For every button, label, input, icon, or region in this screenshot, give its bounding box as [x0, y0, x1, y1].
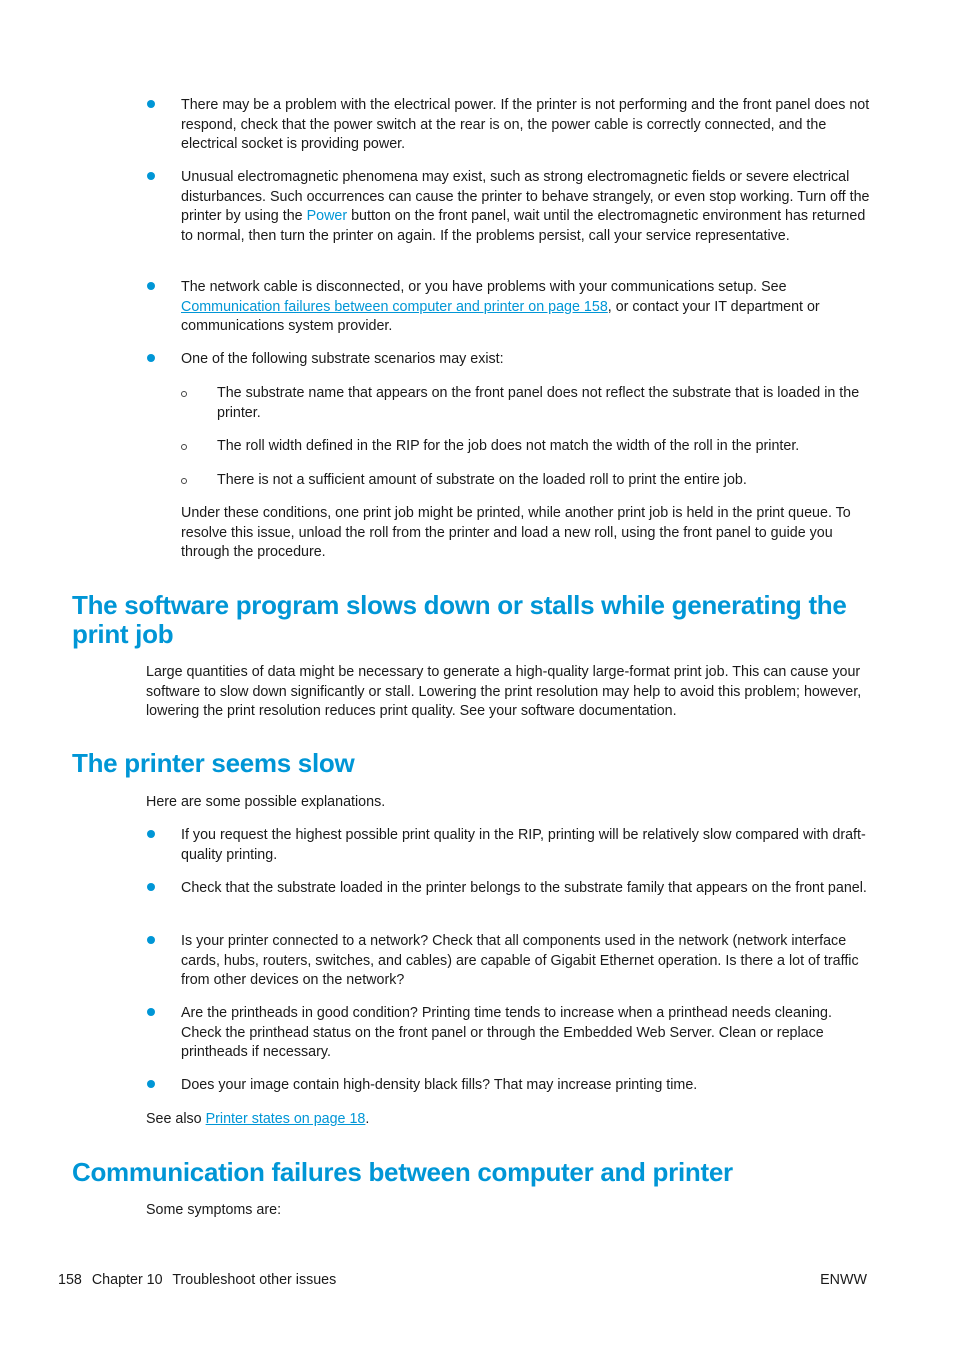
list-item-text: There may be a problem with the electrical power. If the printer is not performing and the front panel does not respond, check that the power switch at the rear is on, the power cable is correctly connected, and the electrical socket is providing power. — [181, 97, 870, 152]
printer-states-link[interactable]: Printer states on page 18 — [205, 1111, 366, 1127]
chapter-label: Chapter 10 — [91, 1272, 163, 1288]
bullet-marker — [147, 936, 155, 944]
conditions-paragraph: Under these conditions, one print job might be printed, while another print job is held in the print queue. To resolve this issue, unload the roll from the printer and load a new roll, using the front panel to guide you through the procedure. — [181, 505, 851, 560]
sub-bullet-marker — [181, 444, 187, 450]
sub-list-item: There is not a sufficient amount of substrate on the loaded roll to print the entire job. — [217, 472, 747, 488]
page-footer-left — [58, 1271, 342, 1290]
list-item — [181, 350, 871, 370]
section-heading-software: The software program slows down or stalls while generating the print job — [72, 590, 847, 649]
chapter-title: Troubleshoot other issues — [172, 1272, 337, 1288]
bullet-marker — [147, 100, 155, 108]
bullet-marker — [147, 354, 155, 362]
list-item: Does your image contain high-density black fills? That may increase printing time. — [181, 1077, 698, 1093]
list-item — [181, 96, 871, 155]
sub-bullet-marker — [181, 391, 187, 397]
see-also — [146, 1110, 871, 1130]
list-item-text: Unusual electromagnetic phenomena may exist, such as strong electromagnetic fields or severe electrical disturbances. Such occurrences can cause the printer to behave strangely, or even stop working. Turn off the printer by using the — [181, 169, 870, 224]
list-item-text: button on the front panel, wait until the electromagnetic environment has returned to normal, then turn the printer on again. If the problems persist, call your service representative. — [181, 208, 866, 244]
page-footer-right: ENWW — [820, 1272, 867, 1288]
bullet-marker — [147, 830, 155, 838]
bullet-marker — [147, 282, 155, 290]
list-item — [181, 278, 871, 337]
bullet-marker — [147, 883, 155, 891]
see-also-period: . — [365, 1111, 370, 1127]
list-item: Is your printer connected to a network? Check that all components used in the network (network interface cards, hubs, routers, switches, and cables) are capable of Gigabit Ethernet operation. Is there a lot of traffic from other devices on the network? — [181, 933, 859, 988]
bullet-marker — [147, 172, 155, 180]
sub-list-item: The substrate name that appears on the front panel does not reflect the substrate that is loaded in the printer. — [217, 385, 860, 421]
power-button-keyword: Power — [306, 208, 348, 224]
bullet-marker — [147, 1080, 155, 1088]
list-item-text: One of the following substrate scenarios may exist: — [181, 351, 504, 367]
list-item: If you request the highest possible print quality in the RIP, printing will be relatively slow compared with draft-quality printing. — [181, 827, 866, 863]
see-also-text: See also — [146, 1111, 206, 1127]
section-communication-intro: Some symptoms are: — [146, 1202, 282, 1218]
list-item-text: The network cable is disconnected, or you have problems with your communications setup. See — [181, 279, 787, 295]
list-item-text: , or contact your IT department or communications system provider. — [181, 298, 820, 334]
section-slow-intro: Here are some possible explanations. — [146, 794, 386, 810]
section-heading-communication: Communication failures between computer and printer — [72, 1157, 733, 1187]
list-item: Check that the substrate loaded in the printer belongs to the substrate family that appears on the front panel. — [181, 880, 867, 896]
section-heading-slow: The printer seems slow — [72, 748, 355, 778]
section-software-body: Large quantities of data might be necessary to generate a high-quality large-format print job. This can cause your software to slow down significantly or stall. Lowering the print resolution may help to avoid this problem; however, lowering the print resolution reduces print quality. See your software documentation. — [146, 664, 862, 719]
list-item: Are the printheads in good condition? Printing time tends to increase when a printhead needs cleaning. Check the printhead status on the front panel or through the Embedded Web Server. Clean or replace printheads if necessary. — [181, 1005, 832, 1060]
communication-failures-link[interactable]: Communication failures between computer and printer on page 158 — [181, 298, 608, 315]
list-item — [181, 168, 871, 246]
page-number: 158 — [58, 1272, 82, 1288]
sub-list-item: The roll width defined in the RIP for the job does not match the width of the roll in the printer. — [217, 438, 800, 454]
sub-bullet-marker — [181, 478, 187, 484]
bullet-marker — [147, 1008, 155, 1016]
